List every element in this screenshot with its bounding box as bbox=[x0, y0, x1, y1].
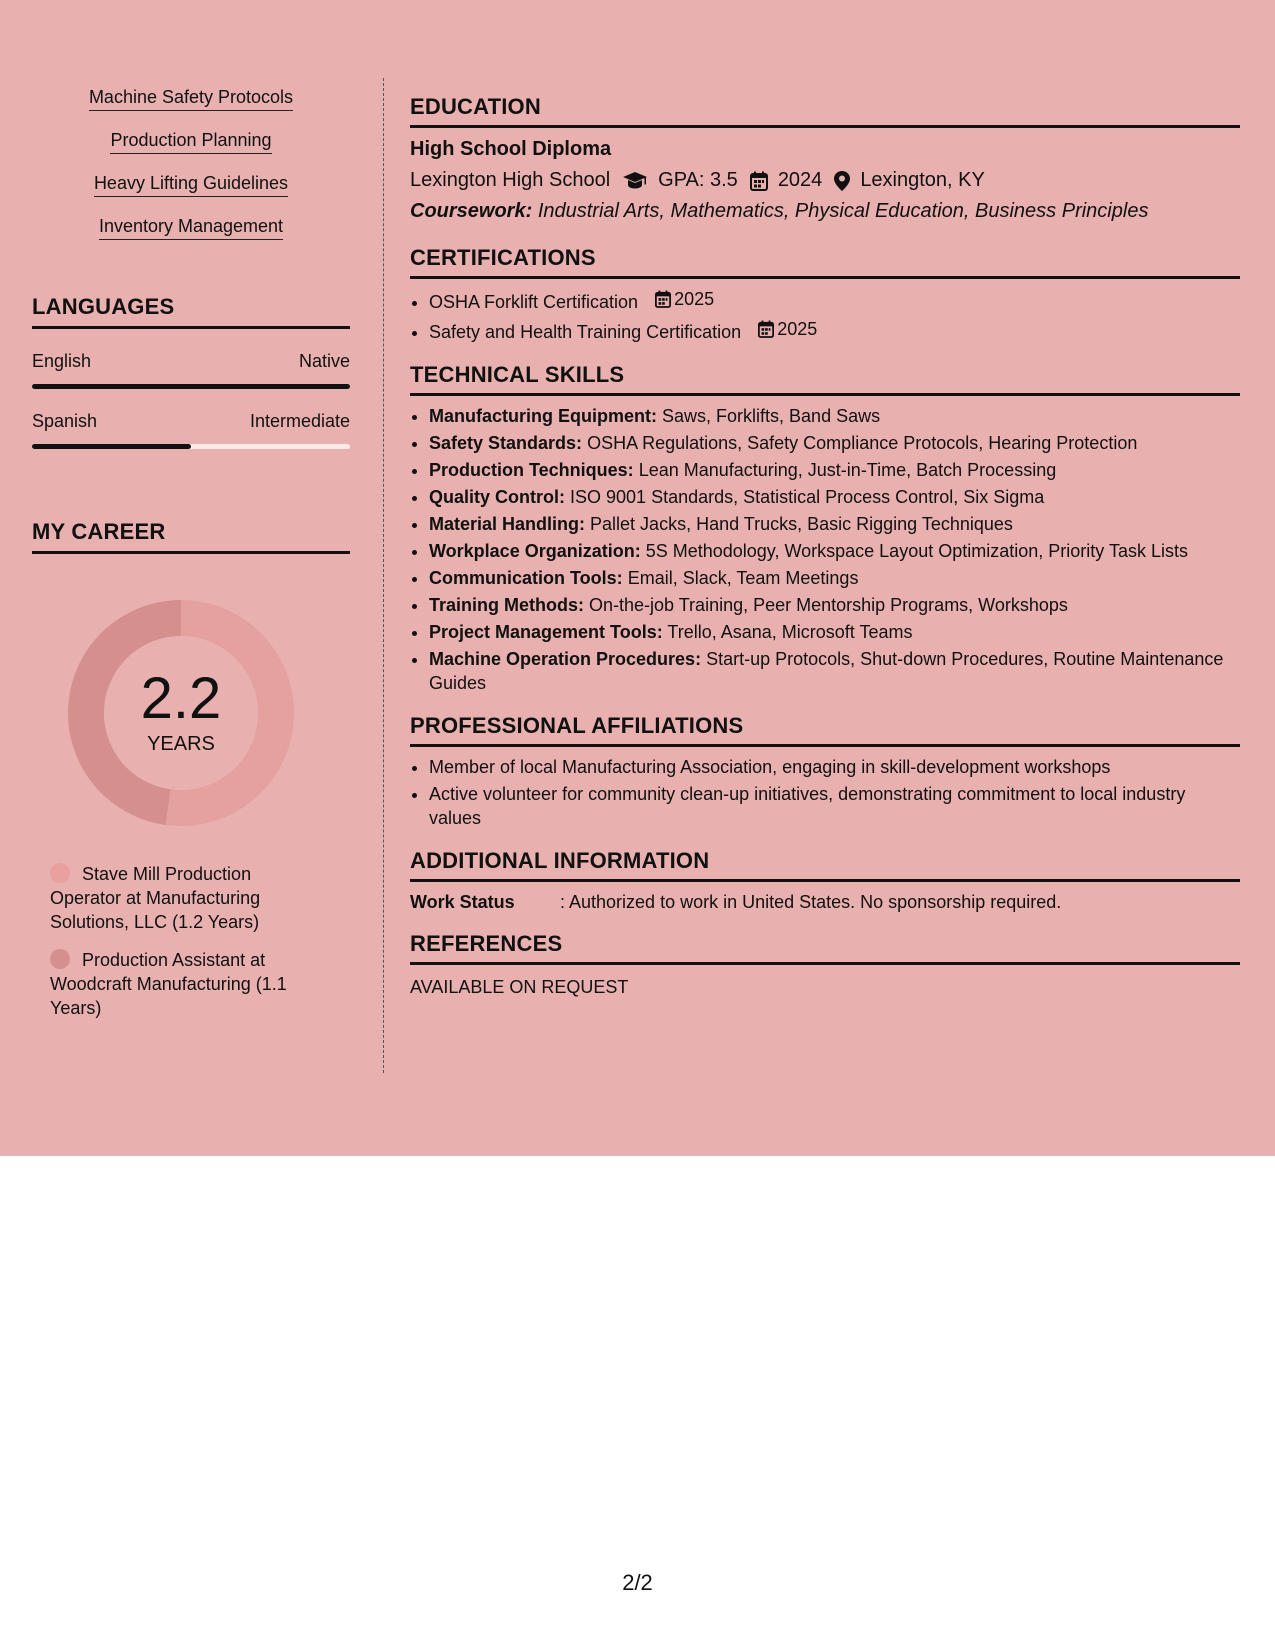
technical-skills-heading: TECHNICAL SKILLS bbox=[410, 362, 1240, 396]
education-details bbox=[410, 169, 1240, 192]
certification-name: Safety and Health Training Certification bbox=[429, 322, 742, 342]
skill-label: Communication Tools: bbox=[429, 568, 623, 588]
certification-year: 2025 bbox=[777, 319, 818, 339]
list-item bbox=[429, 458, 1240, 482]
skill-label: Production Techniques: bbox=[429, 460, 634, 480]
references-section bbox=[410, 931, 1240, 998]
language-bar bbox=[32, 384, 350, 389]
skill-link[interactable]: Heavy Lifting Guidelines bbox=[94, 172, 288, 197]
skill-value: Pallet Jacks, Hand Trucks, Basic Rigging Techniques bbox=[590, 514, 1013, 534]
location-pin-icon bbox=[834, 171, 850, 191]
certifications-section bbox=[410, 245, 1240, 344]
skill-label: Safety Standards: bbox=[429, 433, 583, 453]
language-level: Intermediate bbox=[249, 411, 350, 431]
graduation-cap-icon bbox=[622, 171, 648, 191]
language-bar-fill bbox=[32, 384, 350, 389]
education-year: 2024 bbox=[777, 169, 823, 191]
career-item-text: Production Assistant at Woodcraft Manufacturing (1.1 Years) bbox=[50, 950, 287, 1018]
calendar-icon bbox=[750, 171, 768, 191]
languages-heading: LANGUAGES bbox=[32, 294, 350, 329]
skill-label: Manufacturing Equipment: bbox=[429, 406, 657, 426]
skill-value: Email, Slack, Team Meetings bbox=[627, 568, 859, 588]
education-heading: EDUCATION bbox=[410, 94, 1240, 128]
career-donut-label bbox=[66, 598, 296, 828]
list-item: • Active volunteer for community clean-up initiatives, demonstrating commitment to local industry values bbox=[429, 782, 1240, 830]
affiliations-list bbox=[410, 755, 1240, 830]
skill-link[interactable]: Production Planning bbox=[110, 129, 271, 154]
language-level: Native bbox=[298, 351, 350, 371]
skill-value: OSHA Regulations, Safety Compliance Protocols, Hearing Protection bbox=[587, 433, 1138, 453]
skill-link[interactable]: Inventory Management bbox=[99, 215, 283, 240]
affiliations-heading: PROFESSIONAL AFFILIATIONS bbox=[410, 713, 1240, 747]
calendar-icon bbox=[655, 290, 671, 308]
list-item bbox=[429, 647, 1240, 695]
languages-section bbox=[32, 294, 350, 449]
career-heading: MY CAREER bbox=[32, 519, 350, 554]
references-heading: REFERENCES bbox=[410, 931, 1240, 965]
coursework-value: Industrial Arts, Mathematics, Physical Education, Business Principles bbox=[537, 200, 1149, 222]
page-number: 2/2 bbox=[622, 1570, 653, 1595]
certifications-heading: CERTIFICATIONS bbox=[410, 245, 1240, 279]
language-spanish bbox=[32, 411, 350, 449]
career-item bbox=[50, 862, 320, 934]
column-divider bbox=[383, 78, 384, 1073]
references-text: AVAILABLE ON REQUEST bbox=[410, 977, 629, 997]
list-item bbox=[429, 404, 1240, 428]
list-item bbox=[429, 317, 1240, 344]
technical-skills-section bbox=[410, 362, 1240, 695]
certifications-list bbox=[410, 287, 1240, 344]
skill-label: Workplace Organization: bbox=[429, 541, 641, 561]
additional-info-section bbox=[410, 848, 1240, 913]
work-status-label: Work Status bbox=[410, 892, 515, 912]
affiliations-section bbox=[410, 713, 1240, 830]
skill-label: Quality Control: bbox=[429, 487, 565, 507]
list-item bbox=[429, 620, 1240, 644]
language-bar bbox=[32, 444, 350, 449]
skill-value: Trello, Asana, Microsoft Teams bbox=[667, 622, 913, 642]
career-dot bbox=[50, 949, 70, 969]
language-english bbox=[32, 351, 350, 389]
career-list bbox=[50, 862, 320, 1020]
education-gpa: GPA: 3.5 bbox=[658, 169, 738, 191]
sidebar bbox=[32, 86, 350, 1034]
skill-value: Saws, Forklifts, Band Saws bbox=[662, 406, 881, 426]
main-content bbox=[410, 94, 1240, 1012]
certification-name: OSHA Forklift Certification bbox=[429, 292, 639, 312]
skill-value: ISO 9001 Standards, Statistical Process Control, Six Sigma bbox=[570, 487, 1045, 507]
career-item bbox=[50, 948, 320, 1020]
list-item bbox=[429, 287, 1240, 314]
career-dot bbox=[50, 863, 70, 883]
technical-skills-list bbox=[410, 404, 1240, 695]
education-degree: High School Diploma bbox=[410, 138, 612, 160]
skill-link[interactable]: Machine Safety Protocols bbox=[89, 86, 293, 111]
calendar-icon bbox=[758, 320, 774, 338]
skill-value: Start-up Protocols, Shut-down Procedures, Routine Maintenance Guides bbox=[429, 649, 1224, 693]
additional-info-heading: ADDITIONAL INFORMATION bbox=[410, 848, 1240, 882]
skill-label: Training Methods: bbox=[429, 595, 584, 615]
work-status-row bbox=[410, 892, 1240, 913]
education-coursework bbox=[410, 200, 1240, 223]
list-item bbox=[429, 539, 1240, 563]
skill-label: Material Handling: bbox=[429, 514, 586, 534]
language-bar-fill bbox=[32, 444, 191, 449]
list-item bbox=[429, 485, 1240, 509]
skill-value: 5S Methodology, Workspace Layout Optimization, Priority Task Lists bbox=[645, 541, 1188, 561]
list-item bbox=[429, 431, 1240, 455]
career-donut bbox=[66, 598, 296, 828]
education-location: Lexington, KY bbox=[860, 169, 985, 191]
education-section bbox=[410, 94, 1240, 223]
skill-label: Machine Operation Procedures: bbox=[429, 649, 702, 669]
list-item bbox=[429, 593, 1240, 617]
work-status-value: : Authorized to work in United States. No sponsorship required. bbox=[560, 892, 1062, 912]
career-section bbox=[32, 519, 350, 1020]
career-item-text: Stave Mill Production Operator at Manufacturing Solutions, LLC (1.2 Years) bbox=[50, 864, 261, 932]
coursework-label: Coursework: bbox=[410, 200, 533, 222]
skill-label: Project Management Tools: bbox=[429, 622, 663, 642]
career-unit: YEARS bbox=[147, 732, 215, 755]
skill-value: On-the-job Training, Peer Mentorship Programs, Workshops bbox=[589, 595, 1068, 615]
career-total: 2.2 bbox=[140, 665, 222, 731]
list-item: • Member of local Manufacturing Association, engaging in skill-development workshops bbox=[429, 755, 1240, 779]
list-item bbox=[429, 512, 1240, 536]
language-name: English bbox=[32, 351, 92, 371]
list-item bbox=[429, 566, 1240, 590]
education-school: Lexington High School bbox=[410, 169, 611, 191]
skill-links bbox=[32, 86, 350, 258]
skill-value: Lean Manufacturing, Just-in-Time, Batch Processing bbox=[638, 460, 1057, 480]
language-name: Spanish bbox=[32, 411, 98, 431]
certification-year: 2025 bbox=[674, 289, 715, 309]
